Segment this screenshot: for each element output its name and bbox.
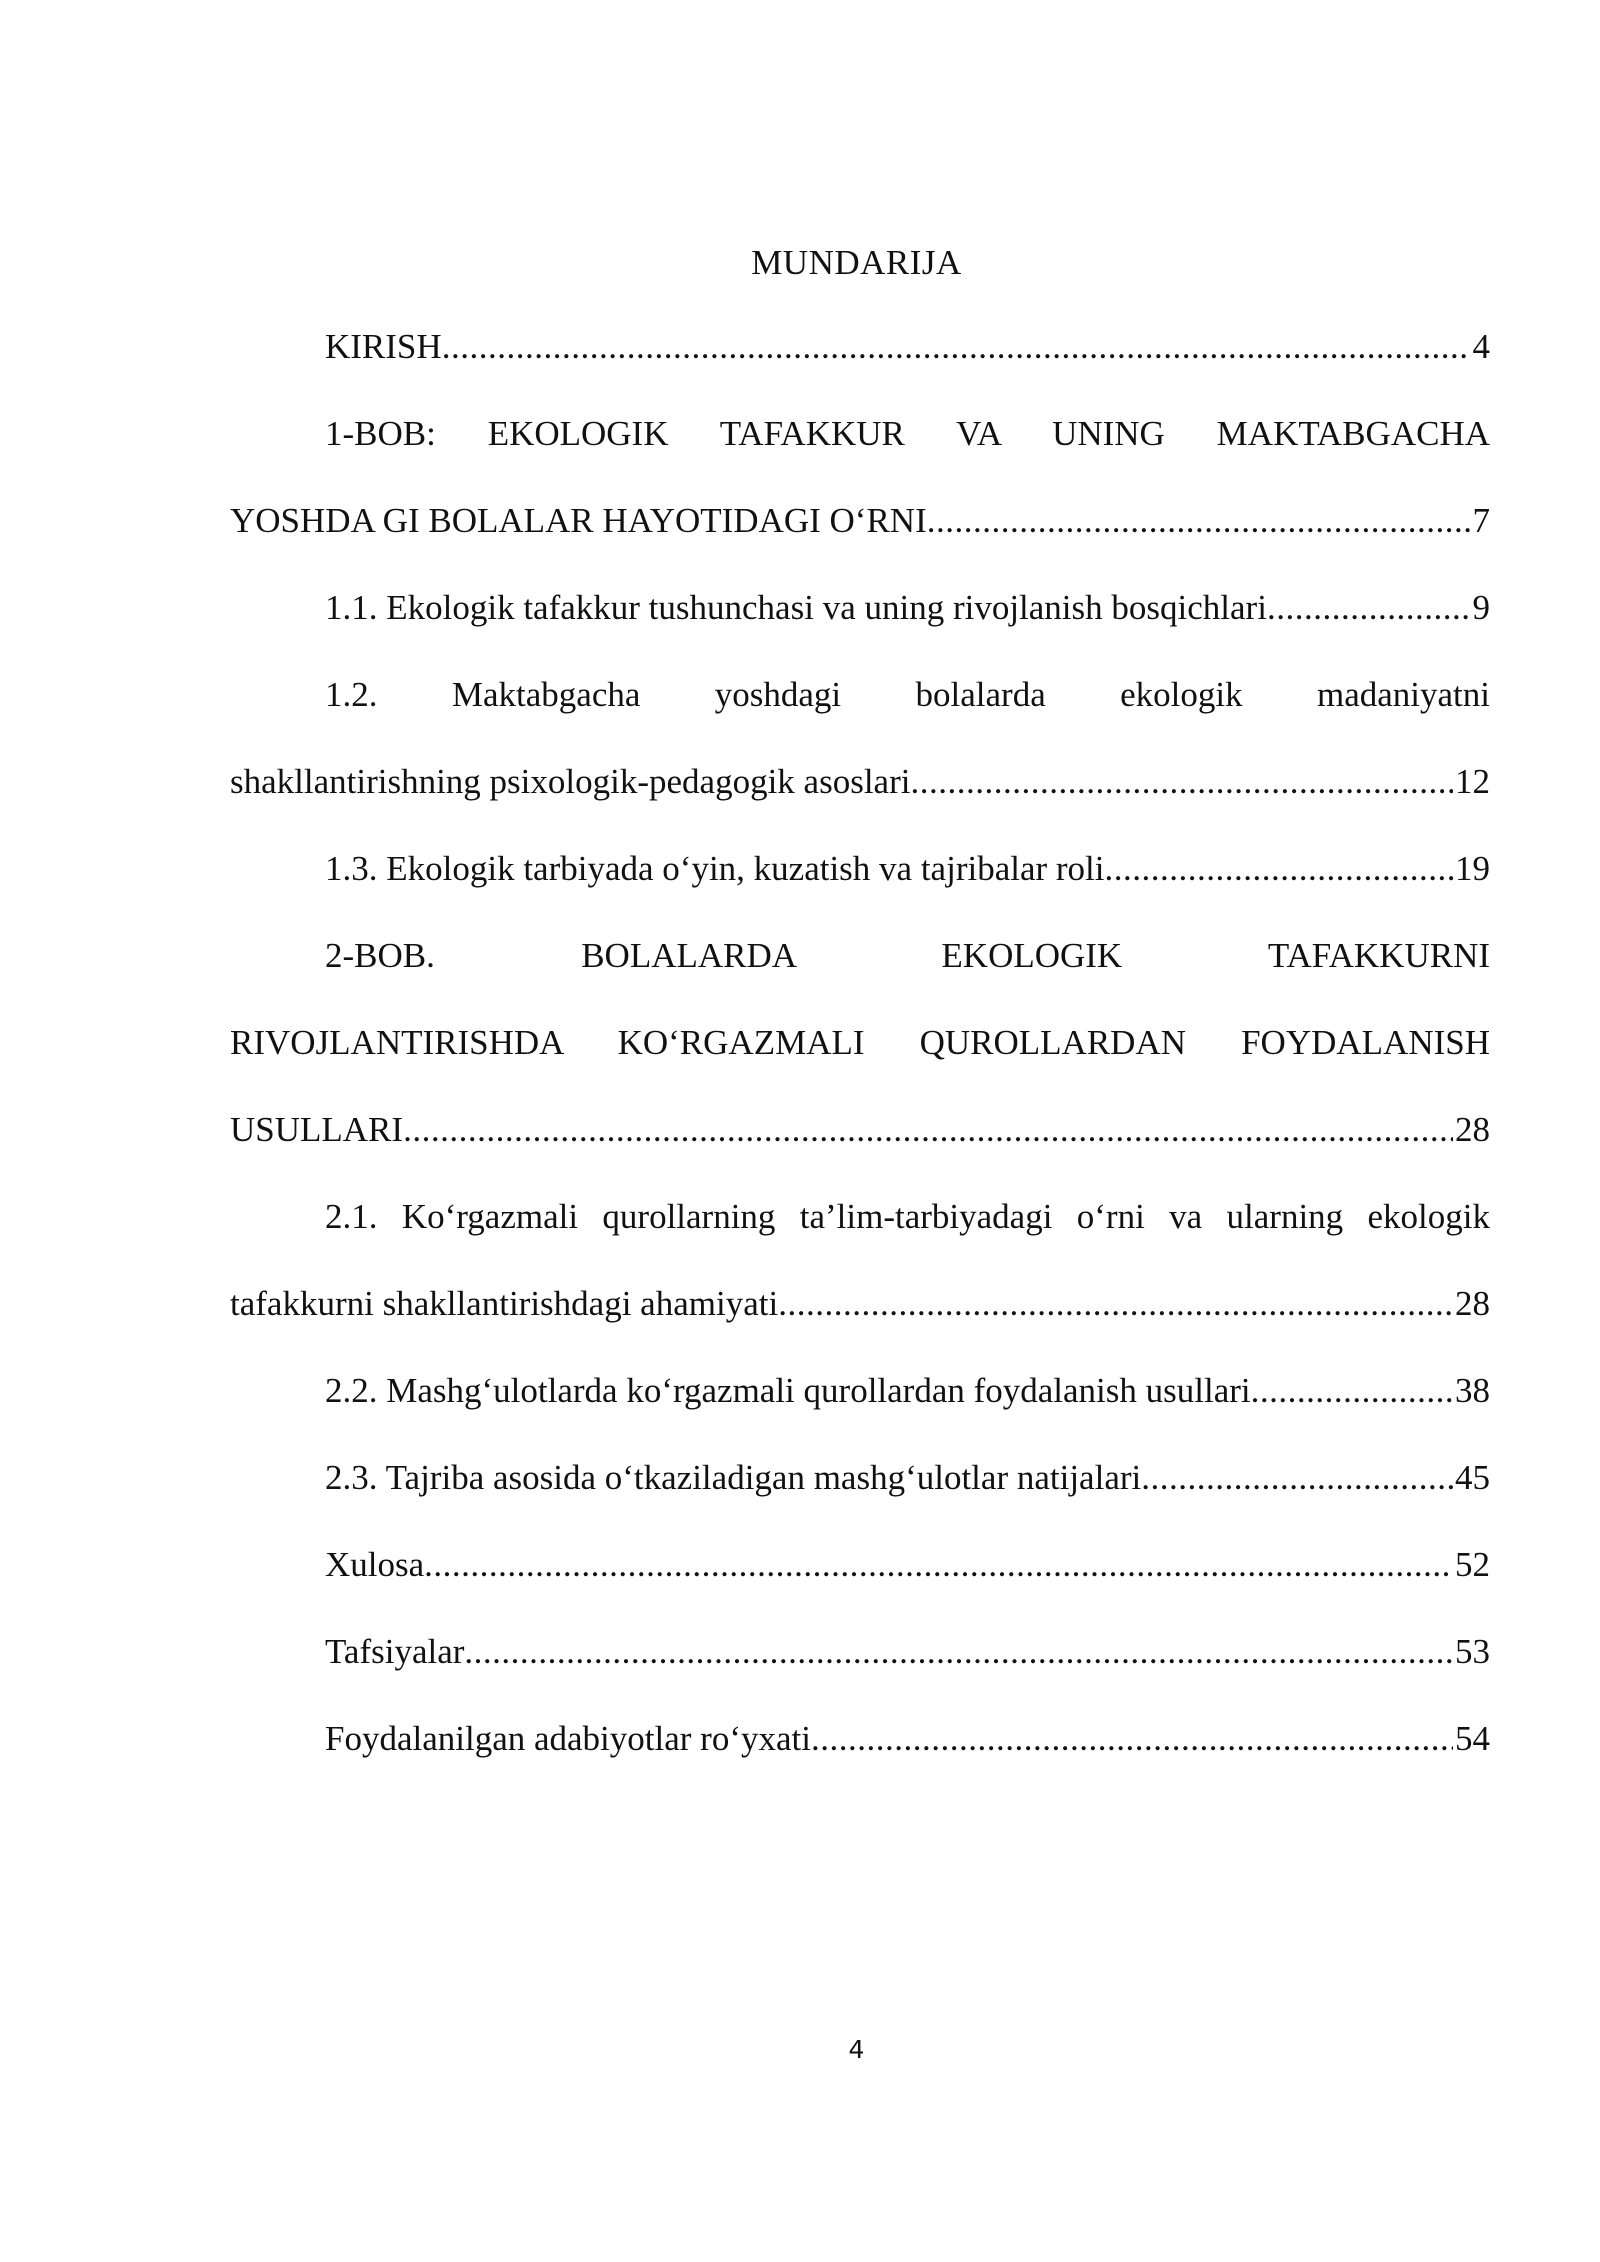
toc-entry-text: Tafsiyalar xyxy=(325,1632,465,1671)
toc-page-number: 52 xyxy=(1455,1545,1490,1584)
toc-entry-text: 1.1. Ekologik tafakkur tushunchasi va uning rivojlanish bosqichlari xyxy=(325,588,1267,627)
dot-leader xyxy=(403,1105,1453,1155)
toc-page-number: 53 xyxy=(1455,1632,1490,1671)
dot-leader xyxy=(1141,1453,1453,1503)
toc-entry-1-1[interactable] xyxy=(325,583,1490,633)
toc-entry-2-1-line2[interactable] xyxy=(230,1279,1490,1329)
toc-entry-kirish[interactable] xyxy=(325,322,1490,372)
toc-page-number: 38 xyxy=(1455,1371,1490,1410)
toc-page-number: 45 xyxy=(1455,1458,1490,1497)
toc-entry-text: Foydalanilgan adabiyotlar ro‘yxati xyxy=(325,1719,811,1758)
toc-entry-text: 2.2. Mashg‘ulotlarda ko‘rgazmali qurollardan foydalanish usullari xyxy=(325,1371,1251,1410)
toc-page-number: 4 xyxy=(1472,327,1490,366)
dot-leader xyxy=(1105,844,1453,894)
toc-entry-bob1-line2[interactable] xyxy=(230,496,1490,546)
toc-page-number: 7 xyxy=(1472,501,1490,540)
page-number-footer: 4 xyxy=(848,2035,865,2064)
dot-leader xyxy=(1251,1366,1453,1416)
toc-entry-bob2-line3[interactable] xyxy=(230,1105,1490,1155)
dot-leader xyxy=(778,1279,1453,1329)
toc-title: MUNDARIJA xyxy=(751,243,962,282)
toc-entry-text: tafakkurni shakllantirishdagi ahamiyati xyxy=(230,1284,779,1323)
toc-entry-1-2-line2[interactable] xyxy=(230,757,1490,807)
toc-entry-1-2-line1[interactable]: 1.2. Maktabgacha yoshdagi bolalarda ekologik madaniyatni xyxy=(325,675,1490,714)
toc-entry-text: YOSHDA GI BOLALAR HAYOTIDAGI O‘RNI xyxy=(230,501,927,540)
toc-entry-text: KIRISH xyxy=(325,327,442,366)
toc-entry-bob2-line1[interactable]: 2-BOB. BOLALARDA EKOLOGIK TAFAKKURNI xyxy=(325,936,1490,975)
toc-entry-bob2-line2[interactable]: RIVOJLANTIRISHDA KO‘RGAZMALI QUROLLARDAN FOYDALANISH xyxy=(230,1023,1490,1062)
toc-entry-tafsiyalar[interactable] xyxy=(325,1627,1490,1677)
toc-entry-2-1-line1[interactable]: 2.1. Ko‘rgazmali qurollarning ta’lim-tarbiyadagi o‘rni va ularning ekologik xyxy=(325,1197,1490,1236)
toc-entry-text: USULLARI xyxy=(230,1110,404,1149)
toc-entry-2-2[interactable] xyxy=(325,1366,1490,1416)
toc-page-number: 9 xyxy=(1472,588,1490,627)
toc-entry-2-3[interactable] xyxy=(325,1453,1490,1503)
dot-leader xyxy=(464,1627,1453,1677)
toc-entry-xulosa[interactable] xyxy=(325,1540,1490,1590)
toc-entry-text: 2.3. Tajriba asosida o‘tkaziladigan mashg‘ulotlar natijalari xyxy=(325,1458,1142,1497)
toc-page-number: 28 xyxy=(1455,1110,1490,1149)
toc-entry-bob1-line1[interactable]: 1-BOB: EKOLOGIK TAFAKKUR VA UNING MAKTABGACHA xyxy=(325,414,1490,453)
toc-page-number: 12 xyxy=(1455,762,1490,801)
toc-entry-text: shakllantirishning psixologik-pedagogik asoslari xyxy=(230,762,911,801)
toc-entry-text: Xulosa xyxy=(325,1545,425,1584)
dot-leader xyxy=(811,1714,1453,1764)
toc-entry-text: 1.3. Ekologik tarbiyada o‘yin, kuzatish va tajribalar roli xyxy=(325,849,1105,888)
toc-page-number: 28 xyxy=(1455,1284,1490,1323)
dot-leader xyxy=(910,757,1453,807)
toc-entry-adabiyotlar[interactable] xyxy=(325,1714,1490,1764)
dot-leader xyxy=(424,1540,1453,1590)
dot-leader xyxy=(927,496,1471,546)
toc-page-number: 54 xyxy=(1455,1719,1490,1758)
dot-leader xyxy=(442,322,1471,372)
toc-entry-1-3[interactable] xyxy=(325,844,1490,894)
toc-page-number: 19 xyxy=(1455,849,1490,888)
dot-leader xyxy=(1267,583,1471,633)
